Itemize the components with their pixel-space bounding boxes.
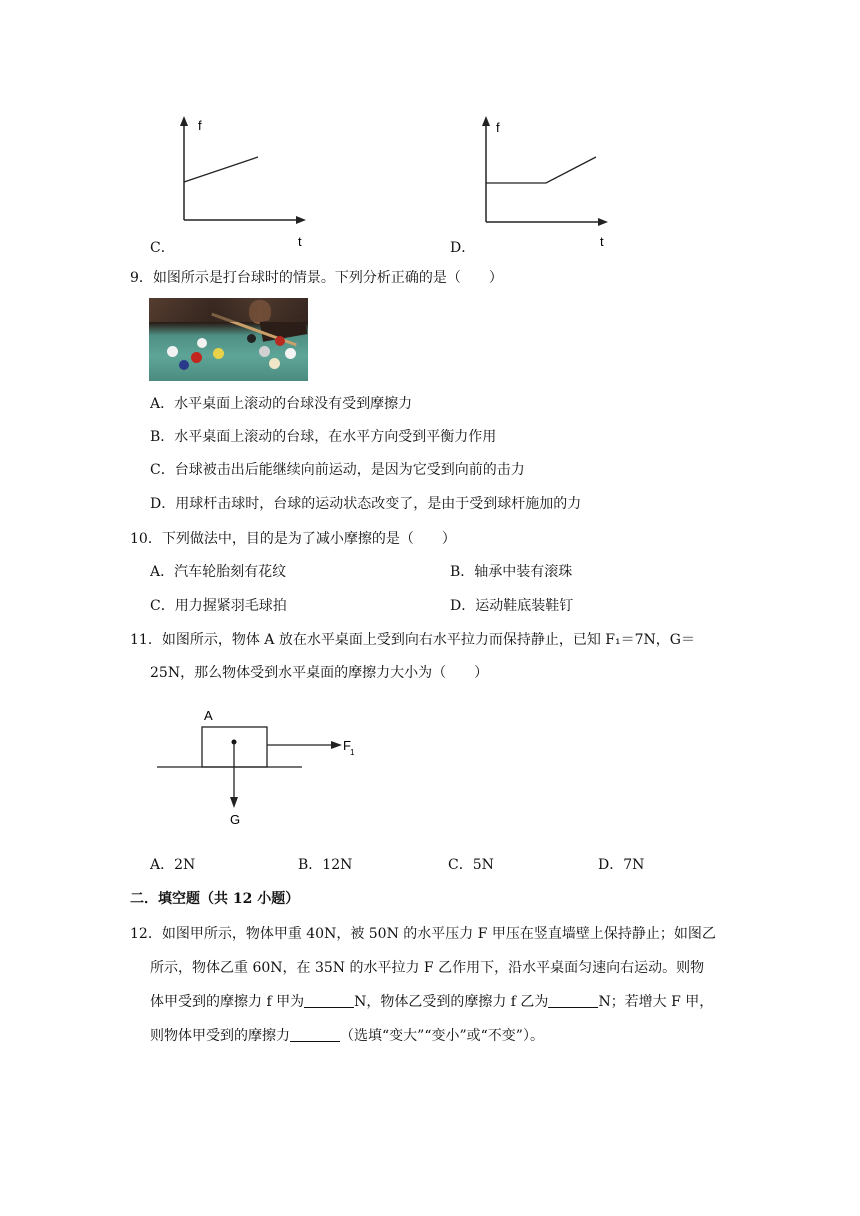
q10-stem: 10．下列做法中，目的是为了减小摩擦的是（ ）: [130, 531, 456, 547]
option-c-label: C．: [150, 240, 175, 256]
q9-option-a: A．水平桌面上滚动的台球没有受到摩擦力: [150, 396, 413, 412]
q10-option-d: D．运动鞋底装鞋钉: [450, 598, 574, 614]
q9-option-d: D．用球杆击球时，台球的运动状态改变了，是由于受到球杆施加的力: [150, 496, 582, 512]
q12-line2: 所示，物体乙重 60N，在 35N 的水平拉力 F 乙作用下，沿水平桌面匀速向右运动。则物: [150, 960, 705, 976]
q10-option-c: C．用力握紧羽毛球拍: [150, 598, 287, 614]
weight-arrowhead: [230, 797, 238, 808]
force-f1-arrowhead: [331, 741, 342, 749]
q11-option-a: A．2N: [150, 857, 196, 873]
q9-stem: 9．如图所示是打台球时的情景。下列分析正确的是（ ）: [130, 270, 503, 286]
graph-c-x-label: t: [298, 234, 302, 249]
graph-c-x-arrow: [296, 216, 306, 224]
answer-blank-1[interactable]: [304, 993, 354, 1008]
q9-option-b: B．水平桌面上滚动的台球，在水平方向受到平衡力作用: [150, 429, 497, 445]
q12-line4-b: （选填“变大”“变小”或“不变”）。: [340, 1028, 544, 1044]
answer-blank-3[interactable]: [290, 1027, 340, 1042]
q12-line1: 12．如图甲所示，物体甲重 40N，被 50N 的水平压力 F 甲压在竖直墙壁上保持静止；如图乙: [130, 926, 716, 942]
q11-option-c: C．5N: [448, 857, 494, 873]
force-subscript: 1: [350, 748, 355, 757]
weight-label: G: [230, 812, 241, 827]
option-d-label: D．: [450, 240, 476, 256]
q11-stem-line1: 11．如图所示，物体 A 放在水平桌面上受到向右水平拉力而保持静止，已知 F₁＝7N，G＝: [130, 632, 695, 648]
q11-option-d: D．7N: [598, 857, 645, 873]
graph-c-line: [184, 157, 258, 182]
q11-option-b: B．12N: [298, 857, 353, 873]
q10-option-b: B．轴承中装有滚珠: [450, 564, 573, 580]
graph-d-x-arrow: [598, 218, 608, 226]
section-title: 二．填空题（共 12 小题）: [130, 891, 300, 907]
graph-c-y-arrow: [180, 116, 188, 126]
q12-line3-c: N；若增大 F 甲，: [598, 994, 714, 1010]
billiards-photo: [149, 298, 308, 381]
q12-line4-a: 则物体甲受到的摩擦力: [150, 1028, 290, 1044]
graph-d-x-label: t: [600, 234, 604, 249]
force-label: F: [343, 738, 351, 753]
graph-d-y-label: f: [496, 120, 500, 135]
block-label: A: [204, 708, 213, 723]
graph-c-y-label: f: [198, 118, 202, 133]
graph-d-line: [486, 157, 596, 183]
graph-c: [172, 112, 322, 252]
q9-option-c: C．台球被击出后能继续向前运动，是因为它受到向前的击力: [150, 462, 525, 478]
q11-stem-line2: 25N，那么物体受到水平桌面的摩擦力大小为（ ）: [150, 665, 489, 681]
graph-d-y-arrow: [482, 116, 490, 126]
q12-line3-b: N，物体乙受到的摩擦力 f 乙为: [354, 994, 549, 1010]
graph-d: [474, 112, 624, 252]
q11-force-diagram: [150, 700, 380, 830]
answer-blank-2[interactable]: [548, 993, 598, 1008]
q12-line3: [150, 992, 713, 1012]
q12-line3-a: 体甲受到的摩擦力 f 甲为: [150, 994, 305, 1010]
q12-line4: [150, 1026, 544, 1046]
q10-option-a: A．汽车轮胎刻有花纹: [150, 564, 287, 580]
